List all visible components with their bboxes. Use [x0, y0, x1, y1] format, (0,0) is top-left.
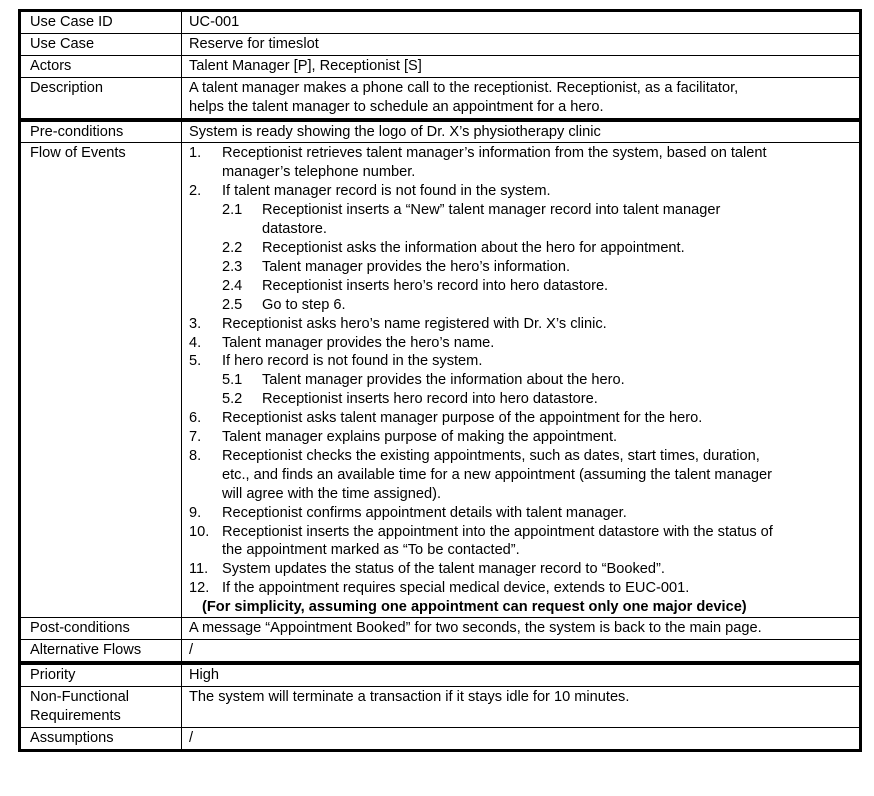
row-use-case-id	[21, 12, 859, 33]
row-alternative-flows	[21, 639, 859, 661]
row-actors	[21, 55, 859, 77]
step-number: 9.	[189, 504, 202, 521]
flow-step	[189, 504, 855, 523]
step-number: 3.	[189, 315, 202, 332]
use-case-table	[18, 9, 862, 752]
step-number: 2.	[189, 183, 202, 200]
flow-step	[189, 409, 855, 428]
row-preconditions	[21, 118, 859, 143]
step-line: Receptionist retrieves talent manager’s information from the system, based on talent	[222, 145, 767, 162]
step-text: Talent manager explains purpose of making the appointment.	[222, 429, 618, 446]
flow-substep	[189, 239, 855, 258]
step-line: Receptionist inserts the appointment into the appointment datastore with the status of	[222, 523, 773, 540]
flow-step	[189, 579, 855, 598]
preconditions-value: System is ready showing the logo of Dr. X’s physiotherapy clinic	[189, 123, 601, 140]
step-text	[222, 523, 855, 561]
flow-substep	[189, 258, 855, 277]
step-text	[222, 447, 855, 504]
step-line: datastore.	[262, 221, 327, 238]
nonfunctional-label	[21, 687, 182, 727]
description-line: helps the talent manager to schedule an appointment for a hero.	[189, 98, 604, 115]
step-text: If the appointment requires special medical device, extends to EUC-001.	[222, 580, 690, 597]
row-postconditions	[21, 617, 859, 639]
flow-step	[189, 523, 855, 561]
substep-text	[262, 201, 855, 239]
flow-step	[189, 447, 855, 504]
alternative-flows-value: /	[189, 642, 194, 658]
row-use-case	[21, 33, 859, 55]
flow-step	[189, 315, 855, 334]
actors-value: Talent Manager [P], Receptionist [S]	[189, 57, 422, 74]
row-nonfunctional	[21, 686, 859, 727]
use-case-id-value: UC-001	[189, 14, 240, 30]
step-line: etc., and finds an available time for a new appointment (assuming the talent manager	[222, 466, 773, 483]
row-priority	[21, 661, 859, 686]
flow-value	[182, 143, 859, 617]
substep-number: 5.1	[222, 372, 243, 389]
substep-number: 5.2	[222, 391, 243, 408]
flow-substep	[189, 371, 855, 390]
substep-text: Receptionist inserts hero’s record into hero datastore.	[262, 277, 609, 294]
label-line: Requirements	[30, 707, 121, 724]
step-line: Receptionist inserts a “New” talent manager record into talent manager	[262, 202, 721, 219]
flow-step	[189, 144, 855, 182]
substep-number: 2.4	[222, 277, 243, 294]
substep-number: 2.5	[222, 296, 243, 313]
step-text: Receptionist confirms appointment details with talent manager.	[222, 504, 627, 521]
step-text: If talent manager record is not found in the system.	[222, 183, 551, 200]
step-text: System updates the status of the talent manager record to “Booked”.	[222, 561, 665, 578]
step-number: 11.	[189, 561, 209, 578]
step-line: Receptionist checks the existing appointments, such as dates, start times, duration,	[222, 447, 760, 464]
nonfunctional-value: The system will terminate a transaction if it stays idle for 10 minutes.	[189, 688, 630, 705]
description-label: Description	[21, 78, 182, 118]
flow-step	[189, 182, 855, 201]
substep-text: Talent manager provides the hero’s information.	[262, 258, 570, 275]
step-number: 12.	[189, 580, 210, 597]
step-line: the appointment marked as “To be contacted”.	[222, 542, 520, 559]
step-number: 4.	[189, 334, 202, 351]
substep-number: 2.3	[222, 258, 243, 275]
step-number: 1.	[189, 145, 202, 162]
substep-text: Go to step 6.	[262, 296, 346, 313]
substep-number: 2.1	[222, 202, 243, 219]
step-number: 6.	[189, 410, 202, 427]
step-number: 5.	[189, 353, 202, 370]
assumptions-label: Assumptions	[21, 728, 182, 749]
step-text: Receptionist asks hero’s name registered with Dr. X’s clinic.	[222, 315, 607, 332]
flow-step	[189, 334, 855, 353]
flow-substep	[189, 277, 855, 296]
simplicity-note: (For simplicity, assuming one appointment can request only one major device)	[202, 599, 747, 616]
description-line: A talent manager makes a phone call to the receptionist. Receptionist, as a facilitator,	[189, 79, 739, 96]
postconditions-value: A message “Appointment Booked” for two seconds, the system is back to the main page.	[189, 620, 762, 637]
row-flow-of-events	[21, 142, 859, 617]
flow-step	[189, 352, 855, 371]
substep-text: Receptionist inserts hero record into hero datastore.	[262, 391, 598, 408]
step-text	[222, 144, 855, 182]
step-number: 8.	[189, 447, 202, 464]
row-assumptions	[21, 727, 859, 749]
use-case-label: Use Case	[21, 34, 182, 55]
flow-step	[189, 560, 855, 579]
priority-value: High	[189, 666, 220, 683]
step-number: 7.	[189, 429, 202, 446]
step-line: manager’s telephone number.	[222, 164, 416, 181]
substep-text: Talent manager provides the information about the hero.	[262, 372, 625, 389]
alternative-flows-label: Alternative Flows	[21, 640, 182, 661]
flow-step	[189, 428, 855, 447]
substep-text: Receptionist asks the information about the hero for appointment.	[262, 239, 685, 256]
flow-substep	[189, 390, 855, 409]
step-text: If hero record is not found in the system.	[222, 353, 483, 370]
postconditions-label: Post-conditions	[21, 618, 182, 639]
preconditions-label: Pre-conditions	[21, 122, 182, 143]
assumptions-value: /	[189, 729, 194, 746]
flow-substep	[189, 296, 855, 315]
step-line: will agree with the time assigned).	[222, 485, 442, 502]
description-value	[182, 78, 859, 118]
flow-substep	[189, 201, 855, 239]
row-description	[21, 77, 859, 118]
use-case-value: Reserve for timeslot	[189, 35, 319, 52]
step-text: Talent manager provides the hero’s name.	[222, 334, 495, 351]
label-line: Non-Functional	[30, 688, 129, 705]
step-number: 10.	[189, 523, 210, 540]
priority-label: Priority	[21, 665, 182, 686]
actors-label: Actors	[21, 56, 182, 77]
flow-label: Flow of Events	[21, 143, 182, 617]
use-case-id-label: Use Case ID	[21, 12, 182, 33]
step-text: Receptionist asks talent manager purpose of the appointment for the hero.	[222, 410, 703, 427]
substep-number: 2.2	[222, 239, 243, 256]
